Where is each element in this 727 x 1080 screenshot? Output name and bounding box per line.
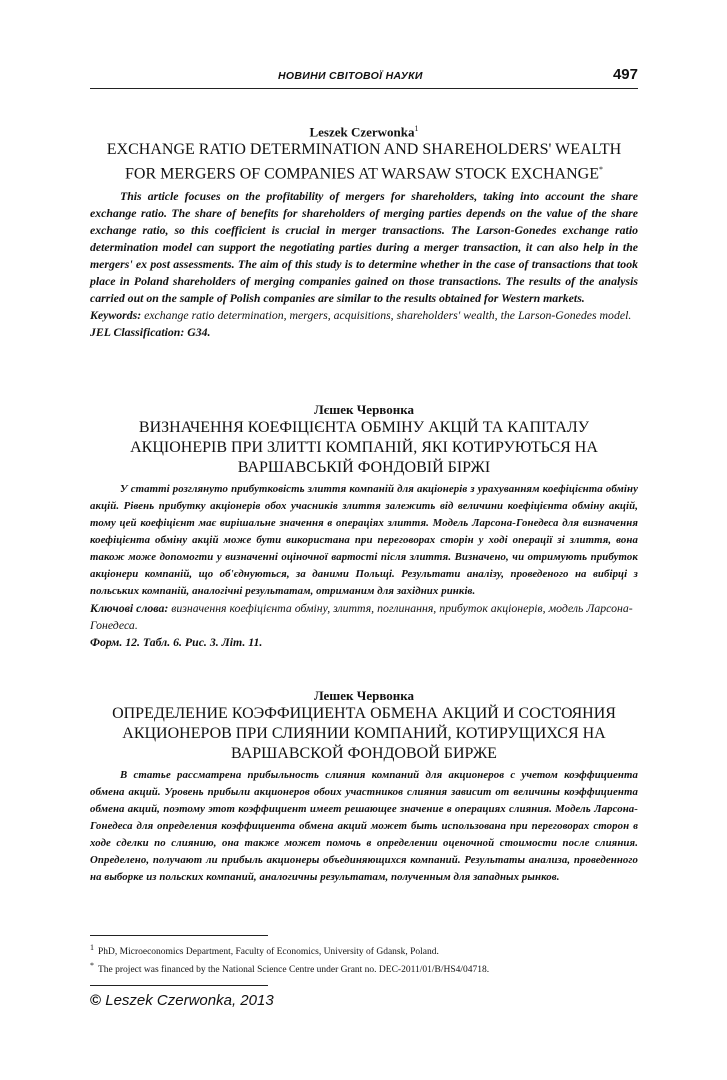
title-en: EXCHANGE RATIO DETERMINATION AND SHAREHOLDERS' WEALTH FOR MERGERS OF COMPANIES AT WARSAW STOCK EXCHANGE* bbox=[106, 141, 622, 183]
english-section bbox=[90, 121, 638, 341]
title-ru: ОПРЕДЕЛЕНИЕ КОЭФФИЦИЕНТА ОБМЕНА АКЦИЙ И СОСТОЯНИЯ АКЦИОНЕРОВ ПРИ СЛИЯНИИ КОМПАНИЙ, КОТИРУЩИХСЯ НА ВАРШАВСКОЙ ФОНДОВОЙ БИРЖЕ bbox=[112, 705, 616, 762]
copyright: © Leszek Czerwonka, 2013 bbox=[90, 992, 274, 1009]
keywords-en: Keywords: exchange ratio determination, mergers, acquisitions, shareholders' wealth, the Larson-Gonedes model. bbox=[90, 307, 632, 322]
footnote-divider bbox=[90, 935, 268, 936]
author-ru: Лешек Червонка bbox=[313, 688, 415, 703]
russian-section bbox=[90, 688, 638, 886]
footnote-2: * The project was financed by the National Science Centre under Grant no. DEC-2011/01/B/HS4/04718. bbox=[90, 961, 490, 976]
footnote-1: $^1$ PhD, Microeconomics Department, Faculty of Economics, University of Gdansk, Poland. bbox=[90, 943, 439, 958]
abstract-uk: У статті розглянуто прибутковість злиття компаній для акціонерів з урахуванням коефіцієнта обміну акцій. Рівень прибутку акціонерів обох учасників злиття залежить від величини коефіцієнта обміну акцій, тому цей коефіцієнт має вирішальне значення в операціях злиття. Модель Ларсона-Гонедеса для визначення коефіцієнта обміну акцій може бути використана при переговорах сторін у ході операції зі злиття, вона також може допомогти у визначенні оціночної вартості після злиття. Визначено, чи отримують прибуток акціонери компаній, що об'єднуються, за даними Польщі. Результати аналізу, проведеного на вибірці з польських компаній, аналогічні результатам, отриманим для західних ринків. bbox=[90, 483, 638, 597]
abstract-ru: В статье рассматрена прибыльность слияния компаний для акционеров с учетом коэффициента обмена акций. Уровень прибыли акционеров обоих участников слияния зависит от величины коэффициента обмена акций, поэтому этот коэффициент имеет решающее значение в операциях слияния. Модель Ларсона-Гонедеса для определения коэффициента обмена акций может быть использована при переговорах сторон в ходе сделки по слиянию, она также может помочь в определении оценочной стоимости после слияния. Определено, получают ли прибыль акционеры объединяющихся компаний. Результаты анализа, проведенного на выборке из польских компаний, аналогичны результатам, полученным для западных рынков. bbox=[90, 769, 638, 883]
journal-title: НОВИНИ СВІТОВОЇ НАУКИ bbox=[278, 70, 423, 82]
abstract-en: This article focuses on the profitability of mergers for shareholders, taking into account the share exchange ratio. The share of benefits for shareholders of merging parties depends on the value of the share exchange ratio, so this coefficient is crucial in merger transactions. The Larson-Gonedes exchange ratio determination model can support the negotiating parties during a merger transaction, it can also help in the mergers' ex post assessments. The aim of this study is to determine whether in the case of transactions that took place in Poland shareholders of merging companies gained on those transactions. The results of the analysis carried out on the sample of Polish companies are similar to the results obtained for Western markets. bbox=[90, 188, 638, 305]
copyright-divider bbox=[90, 985, 268, 986]
ukrainian-section bbox=[90, 402, 638, 651]
running-header bbox=[90, 68, 638, 89]
jel-classification: JEL Classification: G34. bbox=[90, 324, 211, 339]
author-uk: Лєшек Червонка bbox=[313, 402, 415, 417]
formulas-count: Форм. 12. Табл. 6. Рис. 3. Літ. 11. bbox=[90, 635, 263, 649]
page-number: 497 bbox=[612, 66, 638, 83]
title-uk: ВИЗНАЧЕННЯ КОЕФІЦІЄНТА ОБМІНУ АКЦІЙ ТА КАПІТАЛУ АКЦІОНЕРІВ ПРИ ЗЛИТТІ КОМПАНІЙ, ЯКІ КОТИРУЮТЬСЯ НА ВАРШАВСЬКІЙ ФОНДОВІЙ БІРЖІ bbox=[130, 419, 598, 476]
footnotes bbox=[90, 941, 638, 977]
author-en: Leszek Czerwonka$^1$ bbox=[309, 124, 419, 140]
keywords-uk: Ключові слова: визначення коефіцієнта обміну, злиття, поглинання, прибуток акціонерів, модель Ларсона-Гонедеса. bbox=[90, 601, 633, 632]
